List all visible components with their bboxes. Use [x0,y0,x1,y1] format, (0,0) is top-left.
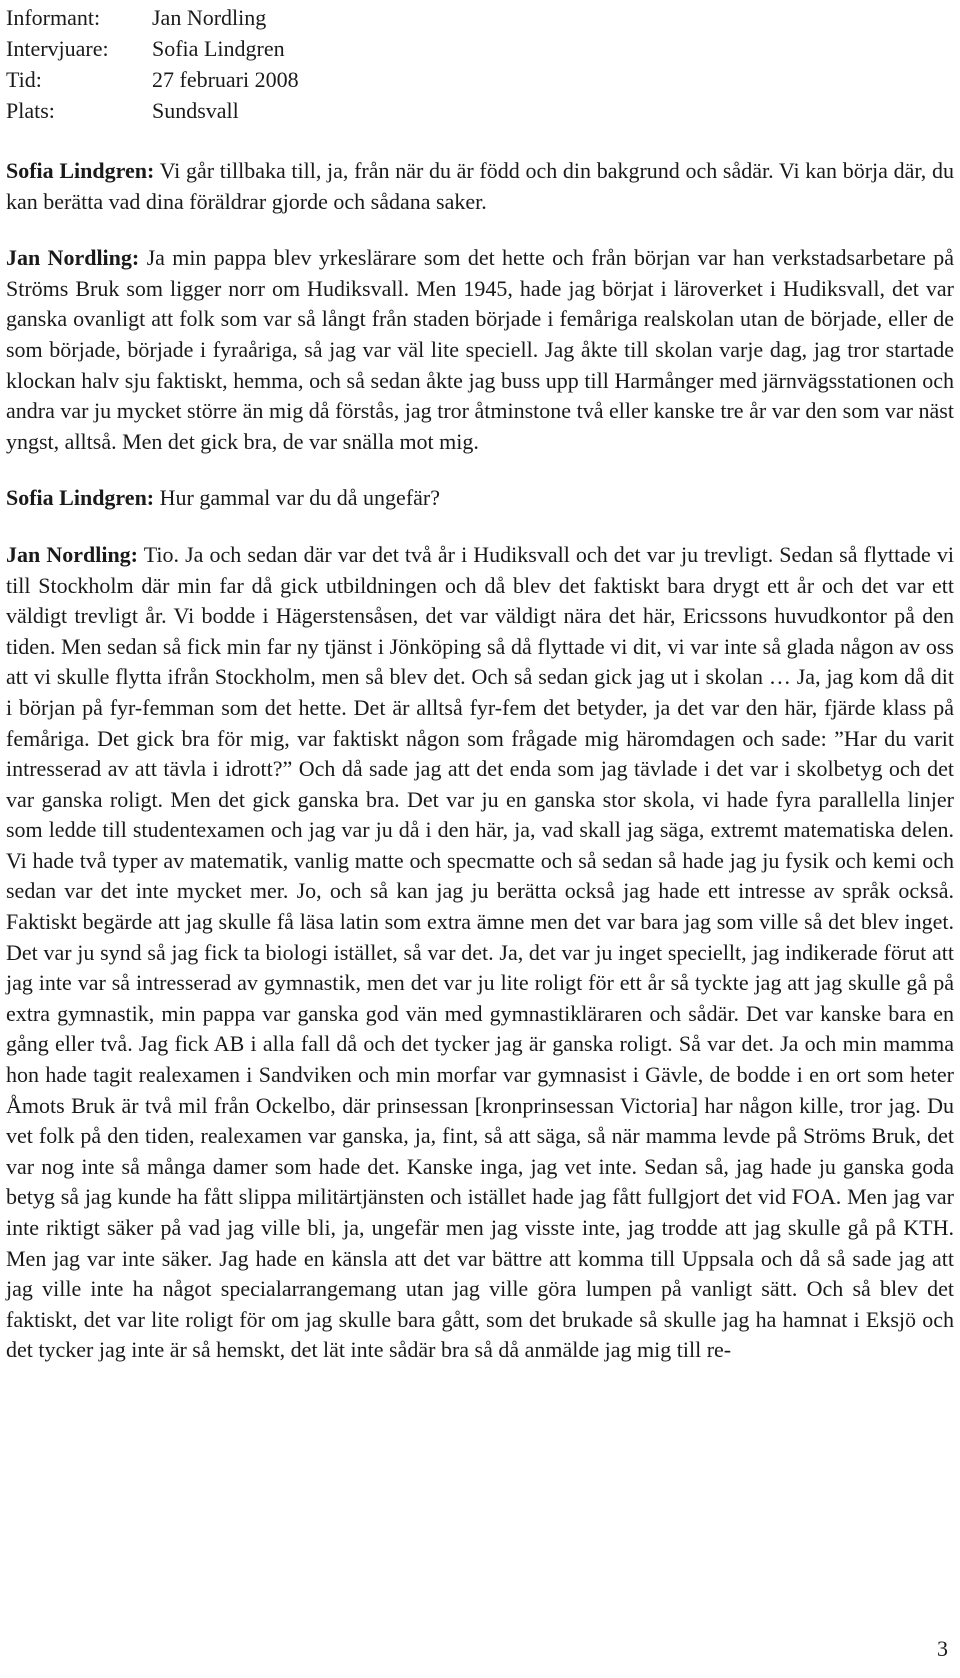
page-number: 3 [937,1636,948,1661]
transcript-turn [6,540,954,1366]
turn-text: Ja min pappa blev yrkeslärare som det hette och från början var han verkstadsarbetare på Ströms Bruk som ligger norr om Hudiksvall. Men 1945, hade jag börjat i läroverket i Hudiksvall, det var ganska ovanligt att folk som var så långt från staden började i femåriga realskolan utan de började, eller de som började, började i fyraåriga, så jag var väl lite speciell. Jag åkte till skolan varje dag, jag tror startade klockan halv sju faktiskt, hemma, och så sedan åkte jag buss upp till Harmånger med järnvägsstationen och andra var ju mycket större än mig då förstås, jag tror åtminstone två eller kanske tre år var den som var näst yngst, alltså. Men det gick bra, de var snälla mot mig. [6,245,954,454]
turn-text: Vi går tillbaka till, ja, från när du är född och din bakgrund och sådär. Vi kan börja där, du kan berätta vad dina föräldrar gjorde och sådana saker. [6,158,954,214]
metadata-value: Sundsvall [152,98,239,123]
metadata-row-interviewer [6,33,954,64]
metadata-key: Intervjuare: [6,36,109,61]
transcript-turn [6,156,954,217]
metadata-row-time [6,64,954,95]
transcript-turn [6,243,954,457]
document-page [6,0,954,1366]
metadata-key: Informant: [6,5,101,30]
metadata-value: Sofia Lindgren [152,36,285,61]
transcript-turn [6,483,954,514]
metadata-value: 27 februari 2008 [152,67,299,92]
metadata-row-place [6,95,954,126]
speaker-name: Sofia Lindgren: [6,485,155,511]
metadata-key: Plats: [6,98,55,123]
speaker-name: Jan Nordling: [6,541,139,567]
turn-text: Tio. Ja och sedan där var det två år i Hudiksvall och det var ju trevligt. Sedan så flyttade vi till Stockholm där min far då gick utbildningen och då blev det faktiskt bara drygt ett år och det var ett väldigt trevligt år. Vi bodde i Hägerstensåsen, det var väldigt nära det här, Ericssons huvudkontor på den tiden. Men sedan så fick min far ny tjänst i Jönköping så då flyttade vi dit, vi var inte så glada någon av oss att vi skulle flytta ifrån Stockholm, men så blev det. Och så sedan gick jag ut i skolan … Ja, jag kom då dit i början på fyr-femman som det hette. Det är alltså fyr-fem det betyder, ja det var den här, fjärde klass på femåriga. Det gick bra för mig, var faktiskt någon som frågade mig häromdagen och sade: ”Har du varit intresserad av att tävla i idrott?” Och då sade jag att det enda som jag tävlade i det var i skolbetyg och det var ganska roligt. Men det gick ganska bra. Det var ju en ganska stor skola, vi hade fyra parallella linjer som ledde till studentexamen och jag var ju då i den här, ja, vad skall jag säga, extremt matematiska delen. Vi hade två typer av matematik, vanlig matte och specmatte och så sedan så hade jag ju fysik och kemi och sedan var det inte mycket mer. Jo, och så kan jag ju berätta också jag hade ett intresse av språk också. Faktiskt begärde att jag skulle få läsa latin som extra ämne men det var bara jag som ville så det blev inget. Det var ju synd så jag fick ta biologi istället, så var det. Ja, det var ju inget speciellt, jag indikerade förut att jag inte var så intresserad av gymnastik, men det var ju lite roligt för ett år så tyckte jag att jag skulle gå på extra gymnastik, min pappa var ganska god vän med gymnastikläraren och sådär. Det var kanske bara en gång eller två. Jag fick AB i alla fall då och det tycker jag är ganska roligt. Så var det. Ja och min mamma hon hade tagit realexamen i Sandviken och min morfar var gymnasist i Gävle, de bodde i en ort som heter Åmots Bruk är två mil från Ockelbo, där prinsessan [kronprinsessan Victoria] har någon kille, tror jag. Du vet folk på den tiden, realexamen var ganska, ja, fint, så att säga, så när mamma levde på Ströms Bruk, det var nog inte så många damer som hade det. Kanske inga, jag vet inte. Sedan så, jag hade ju ganska goda betyg så jag kunde ha fått slippa militärtjänsten och istället hade jag fått fullgjort det vid FOA. Men jag var inte riktigt säker på vad jag ville bli, ja, ungefär men jag visste inte, jag trodde att jag skulle gå på KTH. Men jag var inte säker. Jag hade en känsla att det var bättre att komma till Uppsala och då så sade jag att jag ville inte ha något specialarrangemang utan jag ville göra lumpen på vanligt sätt. Och så blev det faktiskt, det var lite roligt för om jag skulle bara gått, som det brukade så skulle jag ha hamnat i Eksjö och det tycker jag inte är så hemskt, det lät inte sådär bra så då anmälde jag mig till re- [6,541,954,1363]
turn-text: Hur gammal var du då ungefär? [159,485,441,511]
interview-metadata [6,2,954,126]
speaker-name: Jan Nordling: [6,245,140,271]
metadata-value: Jan Nordling [152,5,267,30]
metadata-key: Tid: [6,67,42,92]
metadata-row-informant [6,2,954,33]
speaker-name: Sofia Lindgren: [6,158,155,183]
